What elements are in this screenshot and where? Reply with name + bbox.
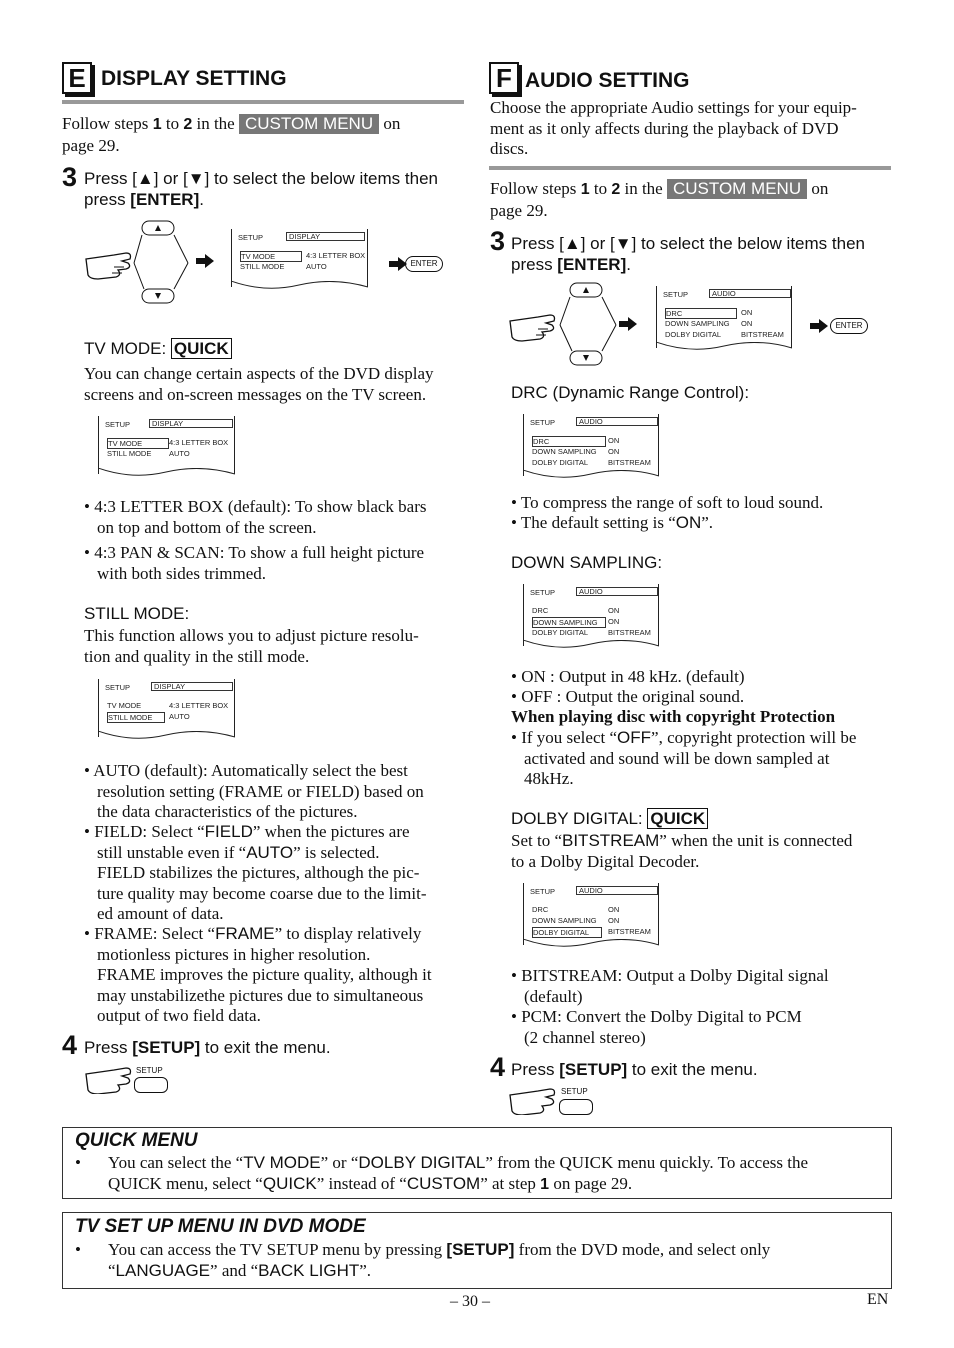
tv-mode-menu-screen: SETUP DISPLAY TV MODE 4:3 LETTER BOX STILL MODE AUTO [98,416,235,474]
section-e-letter: E [62,62,92,94]
ds-bullet-off: • OFF : Output the original sound. [511,687,745,706]
f-step4-text: Press [SETUP] to exit the menu. [511,1060,758,1079]
letterbox-bullet: • 4:3 LETTER BOX (default): To show black bars on top and bottom of the screen. [84,497,427,537]
setup-button[interactable] [134,1077,168,1093]
bitstream-bullet: • BITSTREAM: Output a Dolby Digital signal (default) [511,966,829,1006]
audio-intro: Choose the appropriate Audio settings for your equip- ment as it only affects during the playback of DVD discs. [490,98,857,158]
section-f-letter: F [489,62,519,94]
arrow-right-icon [389,257,407,276]
ds-copyright-heading: When playing disc with copyright Protection [511,707,836,726]
enter-button[interactable]: ENTER [830,318,868,334]
pcm-bullet: • PCM: Convert the Dolby Digital to PCM (2 channel stereo) [511,1007,802,1047]
tv-mode-label: TV MODE: QUICK [84,338,232,359]
section-e-rule [62,100,464,104]
custom-menu-label: CUSTOM MENU [239,114,379,134]
page-number: – 30 – [450,1293,490,1310]
e-step3-text: Press [▲] or [▼] to select the below items then press [ENTER]. [84,169,438,209]
language-code: EN [867,1291,889,1308]
quick-badge: QUICK [171,338,232,359]
enter-button[interactable]: ENTER [405,256,443,272]
display-menu-screen: SETUP DISPLAY TV MODE 4:3 LETTER BOX STILL MODE AUTO [231,229,368,287]
dolby-digital-description: Set to “BITSTREAM” when the unit is connected to a Dolby Digital Decoder. [511,831,853,871]
e-follow-steps: Follow steps 1 to 2 in the CUSTOM MENU on page 29. [62,114,401,155]
tv-setup-title: TV SET UP MENU IN DVD MODE [75,1216,366,1237]
setup-button[interactable] [559,1099,593,1115]
quick-menu-bullet: • [75,1153,81,1172]
f-follow-steps: Follow steps 1 to 2 in the CUSTOM MENU on page 29. [490,179,829,220]
quick-menu-title: QUICK MENU [75,1130,198,1151]
dolby-digital-menu-screen: SETUP AUDIO DRC ON DOWN SAMPLING ON DOLBY DIGITAL BITSTREAM [523,883,659,945]
drc-menu-screen: SETUP AUDIO DRC ON DOWN SAMPLING ON DOLBY DIGITAL BITSTREAM [523,414,659,476]
ds-bullet-copyright: • If you select “OFF”, copyright protection will be activated and sound will be down sampled at 48kHz. [511,728,857,788]
arrow-right-icon [196,254,214,273]
section-f-rule [489,166,891,170]
f-step4-number: 4 [490,1052,506,1082]
e-step4-number: 4 [62,1030,78,1060]
still-mode-label: STILL MODE: [84,604,190,623]
setup-button-label: SETUP [561,1087,588,1096]
frame-bullet: • FRAME: Select “FRAME” to display relatively motionless pictures in higher resolution. FRAME improves the picture quality, although it may unstabilizethe pictures due to simultaneous output of two field data. [84,924,432,1025]
f-step3-number: 3 [490,226,506,256]
down-sampling-label: DOWN SAMPLING: [511,553,663,572]
display-setting-title: DISPLAY SETTING [101,67,287,90]
dolby-digital-label: DOLBY DIGITAL: QUICK [511,808,708,829]
setup-button-label: SETUP [136,1066,163,1075]
quick-badge: QUICK [647,808,708,829]
audio-menu-screen: SETUP AUDIO DRC ON DOWN SAMPLING ON DOLBY DIGITAL BITSTREAM [656,286,792,348]
down-sampling-menu-screen: SETUP AUDIO DRC ON DOWN SAMPLING ON DOLBY DIGITAL BITSTREAM [523,584,659,646]
e-step4-text: Press [SETUP] to exit the menu. [84,1038,331,1057]
drc-bullet-1: • To compress the range of soft to loud sound. [511,493,824,512]
hand-pointer-icon [508,1085,558,1120]
audio-setting-title: AUDIO SETTING [525,69,690,92]
tv-setup-bullet: • [75,1240,81,1259]
arrow-right-icon [619,317,637,336]
e-step3-number: 3 [62,162,78,192]
custom-menu-label: CUSTOM MENU [667,179,807,199]
panscan-bullet: • 4:3 PAN & SCAN: To show a full height picture with both sides trimmed. [84,543,425,583]
tv-mode-description: You can change certain aspects of the DVD display screens and on-screen messages on the TV screen. [84,364,434,404]
quick-menu-text: You can select the “TV MODE” or “DOLBY DIGITAL” from the QUICK menu quickly. To access the QUICK menu, select “QUICK” instead of “CUSTOM” at step 1 on page 29. [108,1153,808,1193]
drc-bullet-2: • The default setting is “ON”. [511,513,714,532]
drc-label: DRC (Dynamic Range Control): [511,383,750,402]
still-mode-description: This function allows you to adjust picture resolu- tion and quality in the still mode. [84,626,419,666]
arrow-right-icon [810,319,828,338]
f-step3-text: Press [▲] or [▼] to select the below items then press [ENTER]. [511,234,865,274]
tv-setup-text: You can access the TV SETUP menu by pressing [SETUP] from the DVD mode, and select only “LANGUAGE” and “BACK LIGHT”. [108,1240,771,1280]
field-bullet: • FIELD: Select “FIELD” when the pictures are still unstable even if “AUTO” is selected. FIELD stabilizes the pictures, although the pic- ture quality may become coarse due to the limit- ed amount of data. [84,822,427,923]
hand-pointer-icon [84,1064,134,1099]
ds-bullet-on: • ON : Output in 48 kHz. (default) [511,667,745,686]
still-mode-menu-screen: SETUP DISPLAY TV MODE 4:3 LETTER BOX STILL MODE AUTO [98,679,235,737]
auto-bullet: • AUTO (default): Automatically select the best resolution setting (FRAME or FIELD) based on the data characteristics of the pictures. [84,761,424,821]
